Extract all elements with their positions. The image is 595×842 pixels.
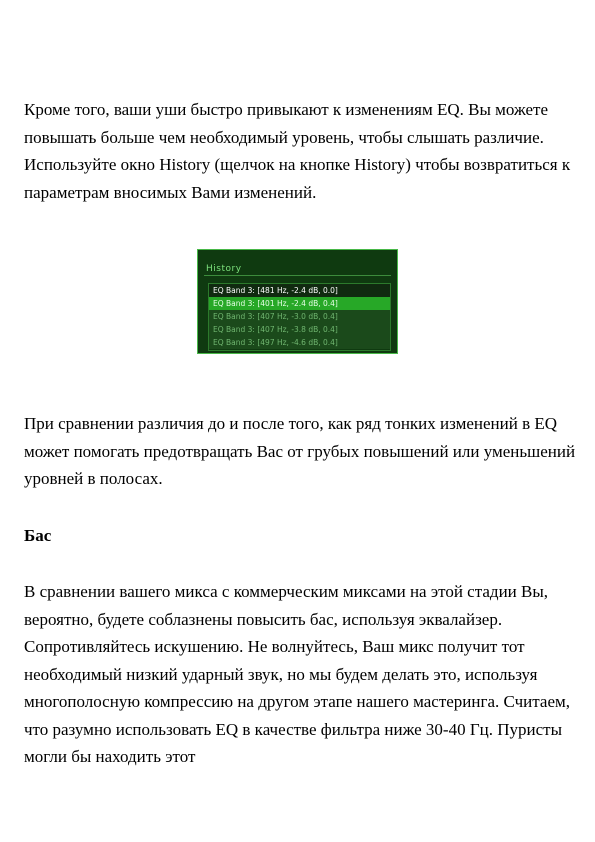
history-window-title: History [206, 264, 242, 274]
history-item: EQ Band 3: [407 Hz, -3.8 dB, 0.4] [209, 323, 390, 336]
paragraph-bass: В сравнении вашего микса с коммерческим миксами на этой стадии Вы, вероятно, будете соблазнены повысить бас, используя эквалайзер. Сопротивляйтесь искушению. Не волнуйтесь, Ваш микс получит тот необходимый низкий ударный звук, но мы будем делать это, используя многополосную компрессию на другом этапе нашего мастеринга. Считаем, что разумно использовать EQ в качестве фильтра ниже 30-40 Гц. Пуристы могли бы находить этот [24, 582, 571, 766]
history-list [208, 283, 391, 351]
history-item: EQ Band 3: [407 Hz, -3.0 dB, 0.4] [209, 310, 390, 323]
history-item: EQ Band 3: [401 Hz, -2.4 dB, 0.4] [209, 297, 390, 310]
history-title-divider [204, 275, 391, 276]
history-item: EQ Band 3: [481 Hz, -2.4 dB, 0.0] [209, 284, 390, 297]
section-heading-bass: Бас [24, 526, 52, 545]
history-window-screenshot [197, 249, 398, 354]
paragraph-intro: Кроме того, ваши уши быстро привыкают к изменениям EQ. Вы можете повышать больше чем необходимый уровень, чтобы слышать различие. Используйте окно History (щелчок на кнопке History) чтобы возвратиться к параметрам вносимых Вами изменений. [24, 100, 571, 202]
paragraph-comparison: При сравнении различия до и после того, как ряд тонких изменений в EQ может помогать предотвращать Вас от грубых повышений или уменьшений уровней в полосах. [24, 414, 576, 488]
history-item: EQ Band 3: [497 Hz, -4.6 dB, 0.4] [209, 336, 390, 349]
